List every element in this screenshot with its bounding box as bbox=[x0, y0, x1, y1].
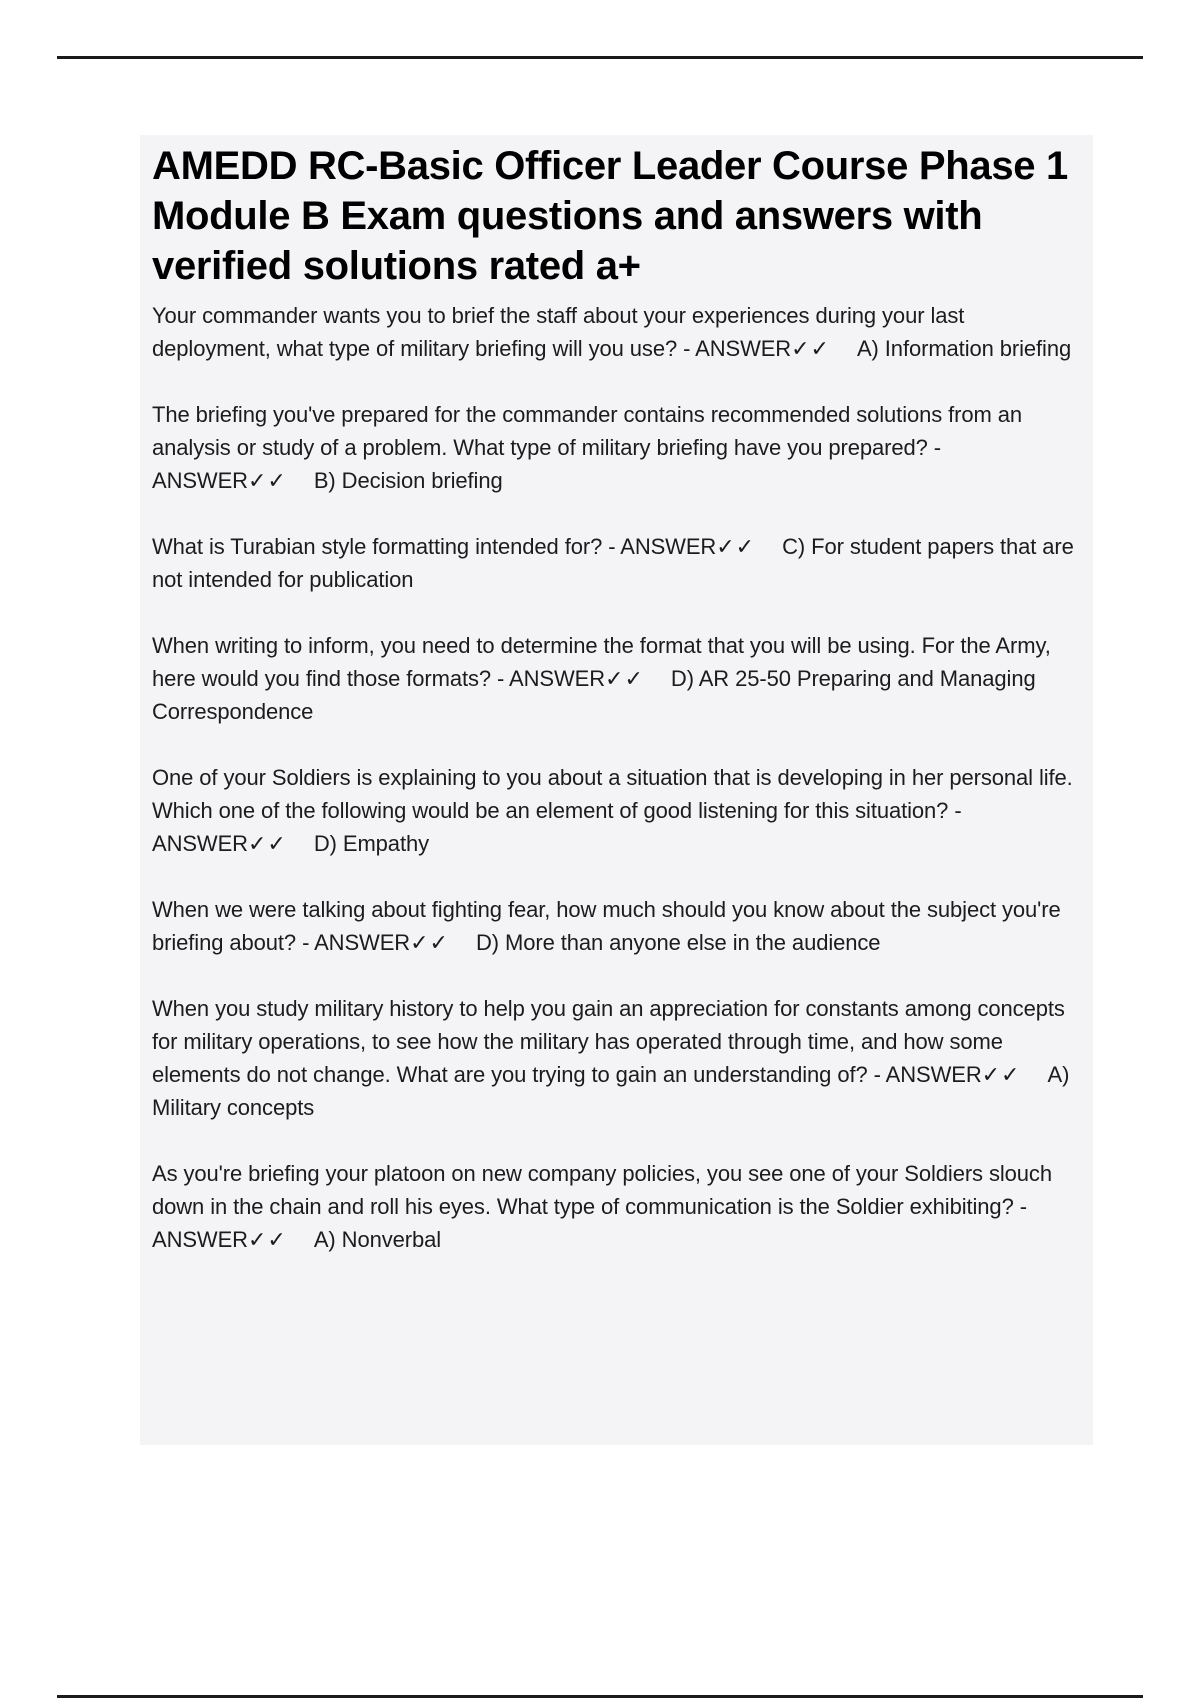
qa-item bbox=[152, 992, 1079, 1124]
answer-text: D) AR 25-50 Preparing and Managing Correspondence bbox=[152, 666, 1036, 724]
question-text: One of your Soldiers is explaining to you about a situation that is developing in her personal life. Which one of the following would be an element of good listening for this situation? bbox=[152, 765, 1073, 823]
answer-text: A) Military concepts bbox=[152, 1062, 1070, 1120]
answer-marker: - ANSWER bbox=[683, 336, 792, 361]
answer-text: D) Empathy bbox=[313, 831, 429, 856]
answer-text: C) For student papers that are not intended for publication bbox=[152, 534, 1074, 592]
qa-item bbox=[152, 299, 1079, 365]
question-text: The briefing you've prepared for the commander contains recommended solutions from an analysis or study of a problem. What type of military briefing have you prepared? bbox=[152, 402, 1023, 460]
question-text: What is Turabian style formatting intended for? bbox=[152, 534, 609, 559]
checkmark-icon: ✓✓ bbox=[247, 831, 287, 856]
answer-marker: - ANSWER bbox=[302, 930, 411, 955]
checkmark-icon: ✓✓ bbox=[716, 534, 756, 559]
answer-text: A) Information briefing bbox=[856, 336, 1072, 361]
qa-item bbox=[152, 1157, 1079, 1256]
answer-text: B) Decision briefing bbox=[313, 468, 503, 493]
checkmark-icon: ✓✓ bbox=[791, 336, 830, 361]
qa-list bbox=[152, 299, 1079, 1256]
question-text: When we were talking about fighting fear, how much should you know about the subject you're briefing about? bbox=[152, 897, 1061, 955]
checkmark-icon: ✓✓ bbox=[605, 666, 644, 691]
checkmark-icon: ✓✓ bbox=[247, 1227, 287, 1252]
qa-item bbox=[152, 761, 1079, 860]
qa-item bbox=[152, 893, 1079, 959]
answer-marker: - ANSWER bbox=[152, 435, 941, 493]
page-title: AMEDD RC-Basic Officer Leader Course Phase 1 Module B Exam questions and answers with verified solutions rated a+ bbox=[152, 144, 1068, 288]
answer-text: A) Nonverbal bbox=[313, 1227, 442, 1252]
page-bottom-rule bbox=[57, 1695, 1143, 1698]
answer-marker: - ANSWER bbox=[152, 798, 962, 856]
question-text: When writing to inform, you need to determine the format that you will be using. For the Army, here would you find those formats? bbox=[152, 633, 1051, 691]
checkmark-icon: ✓✓ bbox=[247, 468, 287, 493]
answer-marker: - ANSWER bbox=[608, 534, 717, 559]
answer-marker: - ANSWER bbox=[497, 666, 606, 691]
question-text: Your commander wants you to brief the staff about your experiences during your last deployment, what type of military briefing will you use? bbox=[152, 303, 965, 361]
qa-item bbox=[152, 398, 1079, 497]
answer-text: D) More than anyone else in the audience bbox=[475, 930, 881, 955]
answer-marker: - ANSWER bbox=[152, 1194, 1027, 1252]
answer-marker: - ANSWER bbox=[873, 1062, 982, 1087]
document-body bbox=[140, 135, 1093, 1445]
question-text: As you're briefing your platoon on new company policies, you see one of your Soldiers slouch down in the chain and roll his eyes. What type of communication is the Soldier exhibiting? bbox=[152, 1161, 1052, 1219]
qa-item bbox=[152, 530, 1079, 596]
checkmark-icon: ✓✓ bbox=[410, 930, 449, 955]
question-text: When you study military history to help you gain an appreciation for constants among concepts for military operations, to see how the military has operated through time, and how some elements do not change. What are you trying to gain an understanding of? bbox=[152, 996, 1065, 1087]
qa-item bbox=[152, 629, 1079, 728]
checkmark-icon: ✓✓ bbox=[981, 1062, 1021, 1087]
page-top-rule bbox=[57, 56, 1143, 59]
